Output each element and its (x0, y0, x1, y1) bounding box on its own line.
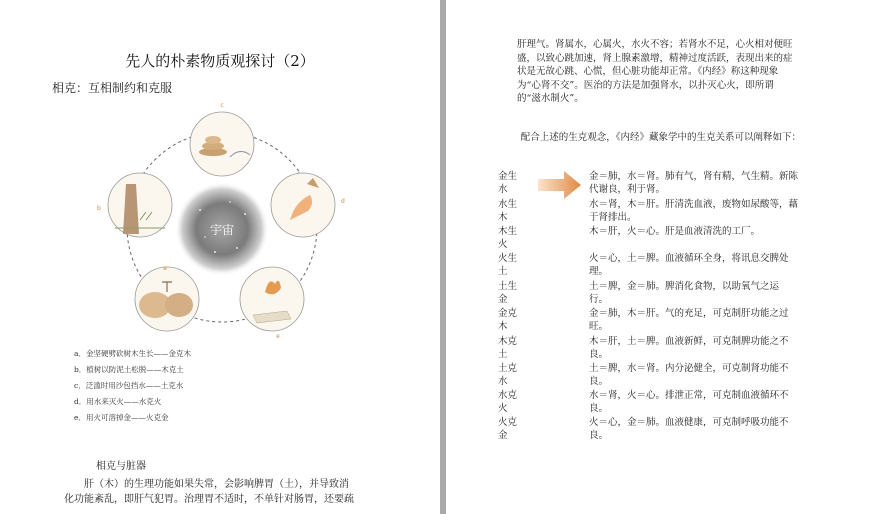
relation-desc: 水＝肾，火＝心。排泄正常，可克制血液循环不 良。 (589, 390, 789, 414)
left-page (0, 0, 440, 514)
relations-intro: 配合上述的生克观念，《内经》藏象学中的生克关系可以阐释如下： (520, 132, 801, 143)
node-fire (240, 267, 304, 340)
text-line: 肝理气。肾属水，心属火，水火不容；若肾水不足，心火相对便旺 (517, 39, 793, 50)
relation-name: 木生 火 (498, 226, 518, 250)
relation-desc: 金＝肺，水＝肾。肺有气，肾有精，气生精。新陈 代谢良，利于肾。 (589, 171, 799, 195)
relation-desc: 水＝肾，木＝肝。肝清洗血液，废物如尿酸等，藉 于肾排出。 (589, 199, 799, 223)
caption-e: e．用火可溶掉金——火克金 (74, 413, 169, 422)
relation-desc: 火＝心，土＝脾。血液循环全身，将讯息交脾处 理。 (589, 253, 789, 277)
relation-desc: 火＝心，金＝肺。血液健康，可克制呼吸功能不 良。 (589, 417, 789, 441)
caption-c: c．泛滥时用沙包挡水——土克水 (74, 381, 184, 390)
node-letter-d: d (341, 198, 345, 205)
relation-name: 水生 木 (498, 199, 518, 223)
relation-name: 火克 金 (498, 417, 518, 441)
node-metal (135, 265, 199, 331)
caption-b: b．植树以防泥土松脱——木克土 (74, 365, 184, 374)
arrow-icon (538, 170, 582, 200)
section-heading: 相克与脏器 (96, 461, 146, 472)
relation-desc: 土＝脾，金＝肺。脾消化食物，以助氧气之运 行。 (589, 281, 780, 305)
relation-name: 金生 水 (498, 171, 518, 195)
relation-name: 土克 水 (498, 363, 518, 387)
text-line: 盛，以致心跳加速，肾上腺素激增，精神过度活跃，表现出来的症 (517, 52, 793, 64)
text-line: 为“心肾不交”。医治的方法是加强肾水，以扑灭心火，即所谓 (517, 79, 774, 91)
paragraph-line: 肝（木）的生理功能如果失常，会影响脾胃（土），并导致消 (84, 479, 349, 490)
node-earth (190, 102, 254, 176)
relation-name: 水克 火 (498, 390, 518, 414)
caption-a: a．金坚硬劈砍树木生长——金克木 (74, 349, 191, 358)
paragraph-line: 化功能紊乱，即肝气犯胃。治理胃不适时，不单针对肠胃，还要疏 (64, 494, 354, 505)
cosmos-label: 宇宙 (209, 223, 235, 237)
relation-name: 火生 土 (498, 253, 518, 277)
node-water (271, 173, 345, 237)
node-letter-c: c (220, 102, 224, 109)
relation-name: 金克 木 (498, 308, 518, 332)
relation-desc: 土＝脾，水＝肾。内分泌健全，可克制肾功能不 良。 (589, 363, 789, 387)
node-wood (97, 173, 172, 237)
relation-name: 木克 土 (498, 336, 518, 360)
five-elements-diagram (85, 102, 360, 342)
diagram-captions (74, 346, 191, 426)
node-letter-a: a (163, 265, 167, 272)
right-top-text (517, 38, 847, 106)
node-letter-b: b (97, 205, 101, 212)
page-subtitle: 相克：互相制约和克服 (52, 81, 173, 95)
node-letter-e: e (276, 333, 280, 340)
relation-name: 土生 金 (498, 281, 518, 305)
text-line: 状是无故心跳、心慌，但心脏功能却正常。《内经》称这种现象 (517, 66, 779, 77)
page-title: 先人的朴素物质观探讨（2） (125, 52, 315, 70)
relation-desc: 木＝肝，火＝心。肝是血液清洗的工厂。 (589, 226, 761, 237)
relation-desc: 金＝肺，木＝肝。气的充足，可克制肝功能之过 旺。 (589, 308, 789, 332)
paragraph (64, 477, 394, 507)
text-line: 的“滋水制火”。 (517, 93, 584, 104)
relation-desc: 木＝肝，土＝脾。血液新鲜，可克制脾功能之不 良。 (589, 336, 789, 360)
caption-d: d．用水来灭火——水克火 (74, 397, 162, 406)
